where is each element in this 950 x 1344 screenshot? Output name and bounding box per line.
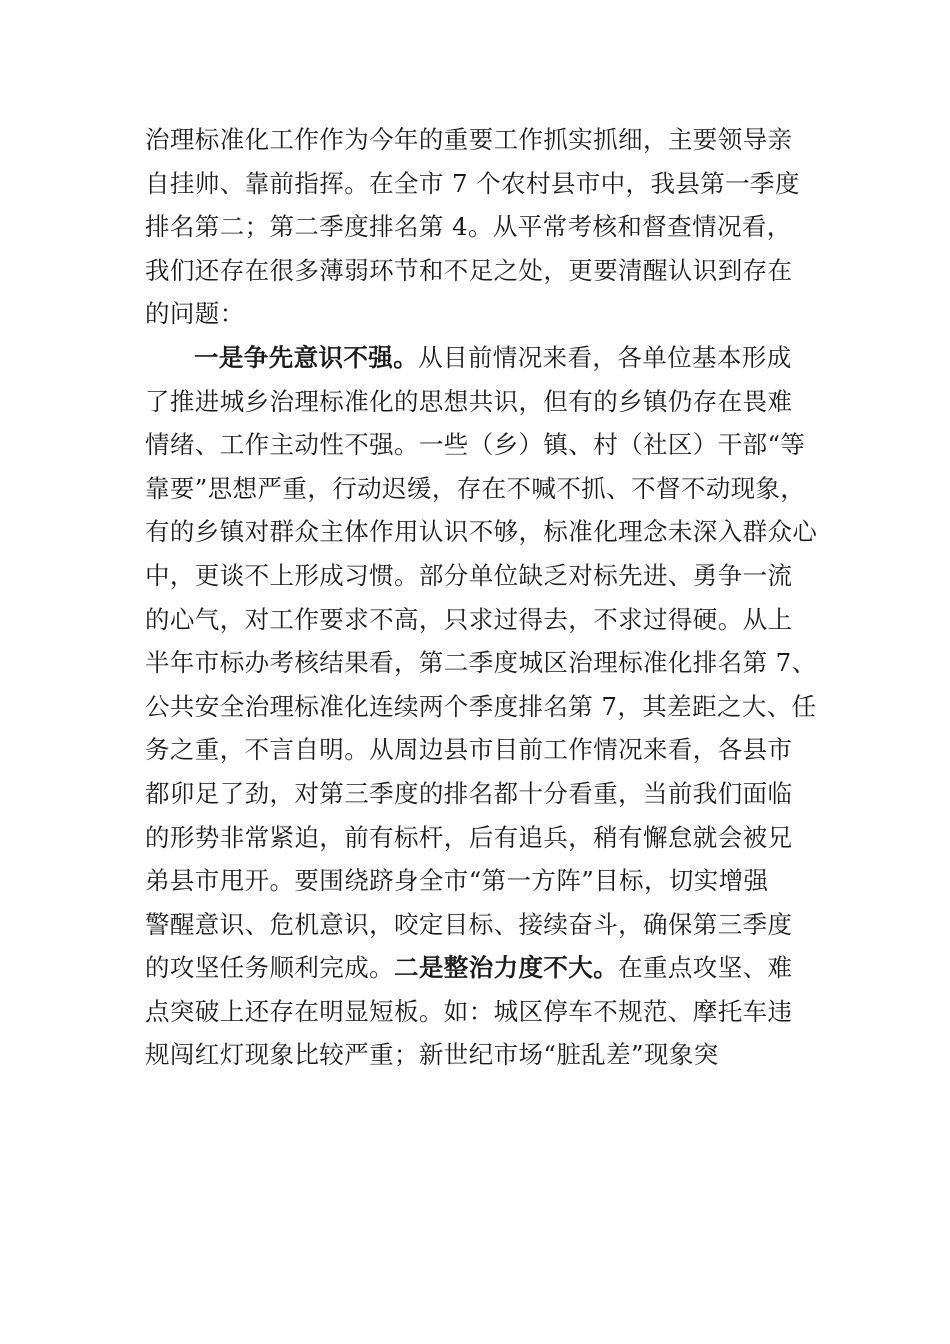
text-run: 的攻坚任务顺利完成。: [145, 953, 394, 983]
text-line: 治理标准化工作作为今年的重要工作抓实抓细，主要领导亲: [145, 125, 793, 154]
text-line: 半年市标办考核结果看，第二季度城区治理标准化排名第 7、: [145, 648, 817, 678]
text-line: 有的乡镇对群众主体作用认识不够，标准化理念未深入群众心: [145, 517, 818, 547]
text-line: 情绪、工作主动性不强。一些（乡）镇、村（社区）干部“等: [145, 430, 806, 460]
document-body: [145, 118, 818, 1077]
text-line: 的形势非常紧迫，前有标杆，后有追兵，稍有懈怠就会被兄: [145, 822, 793, 852]
text-line: 务之重，不言自明。从周边县市目前工作情况来看，各县市: [145, 735, 793, 765]
text-line: 我们还存在很多薄弱环节和不足之处，更要清醒认识到存在: [145, 255, 793, 285]
text-run: 在重点攻坚、难: [618, 953, 793, 983]
text-line: 靠要”思想严重，行动迟缓，存在不喊不抓、不督不动现象，: [145, 473, 806, 503]
text-run: 从目前情况来看，各单位基本形成: [418, 342, 792, 372]
point-two-heading: 二是整治力度不大。: [394, 953, 619, 983]
text-line: 警醒意识、危机意识，咬定目标、接续奋斗，确保第三季度: [145, 909, 793, 939]
text-line: 中，更谈不上形成习惯。部分单位缺乏对标先进、勇争一流: [145, 560, 793, 590]
text-line: 公共安全治理标准化连续两个季度排名第 7，其差距之大、任: [145, 691, 817, 721]
text-line: 都卯足了劲，对第三季度的排名都十分看重，当前我们面临: [145, 778, 793, 808]
text-line: 了推进城乡治理标准化的思想共识，但有的乡镇仍存在畏难: [145, 386, 793, 416]
text-line: 自挂帅、靠前指挥。在全市 7 个农村县市中，我县第一季度: [145, 168, 800, 198]
text-line: 规闯红灯现象比较严重；新世纪市场“脏乱差”现象突: [145, 1040, 719, 1070]
text-line: 排名第二；第二季度排名第 4。从平常考核和督查情况看，: [145, 212, 792, 242]
text-line: 的心气，对工作要求不高，只求过得去，不求过得硬。从上: [145, 604, 793, 634]
text-line: 点突破上还存在明显短板。如：城区停车不规范、摩托车违: [145, 996, 793, 1026]
paragraph-first-line: [145, 336, 815, 380]
point-one-heading: 一是争先意识不强。: [194, 342, 419, 372]
text-line: 的问题：: [145, 299, 245, 329]
text-line: 弟县市甩开。要围绕跻身全市“第一方阵”目标，切实增强: [145, 866, 769, 896]
mixed-line: [145, 946, 815, 990]
